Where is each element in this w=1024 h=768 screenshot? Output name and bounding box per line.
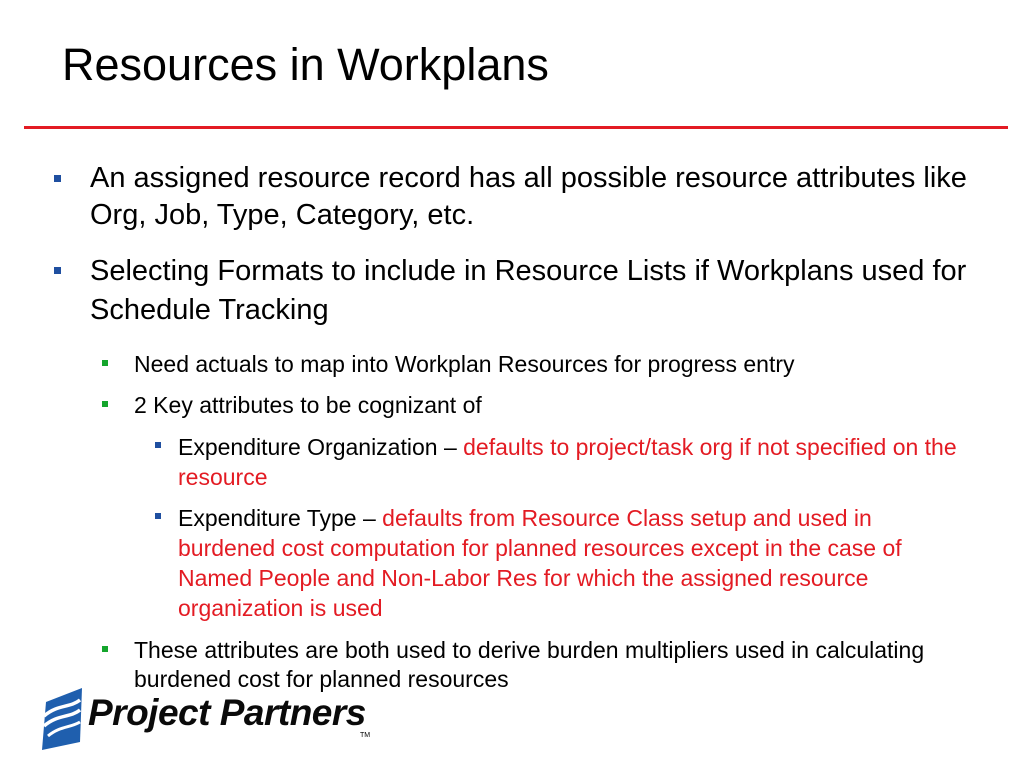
sub-sub-bullet-text [178,432,968,492]
sub-sub-bullet-text [178,503,968,623]
title-divider [24,126,1008,129]
trademark-mark: TM [360,732,371,739]
bullet-lead-text: Expenditure Organization – [178,434,464,460]
bullet-lead-text: Expenditure Type – [178,505,383,531]
bullet-square-icon [54,175,61,182]
bullet-square-icon [102,401,108,407]
bullet-square-icon [54,267,61,274]
bullet-square-icon [155,513,161,519]
bullet-square-icon [102,360,108,366]
slide-title: Resources in Workplans [62,39,549,90]
sub-bullet-text: Need actuals to map into Workplan Resources for progress entry [134,351,795,377]
sub-bullet-text: 2 Key attributes to be cognizant of [134,392,482,418]
bullet-text: Selecting Formats to include in Resource Lists if Workplans used for Schedule Tracking [90,255,967,326]
bullet-square-icon [155,442,161,448]
bullet-text: An assigned resource record has all possible resource attributes like Org, Job, Type, Category, etc. [90,162,967,231]
company-logo [40,686,380,752]
logo-wordmark: Project Partners [88,692,366,733]
sub-bullet-text: These attributes are both used to derive burden multipliers used in calculating burdened cost for planned resources [134,637,925,692]
logo-emblem-icon [40,686,90,752]
bullet-highlight-text: defaults from Resource Class setup and used in burdened cost computation for planned resources except in the case of Named People and Non-Labor Res for which the assigned resource organization is used [178,505,902,621]
bullet-square-icon [102,646,108,652]
bullet-highlight-text: defaults to project/task org if not specified on the resource [178,434,957,490]
